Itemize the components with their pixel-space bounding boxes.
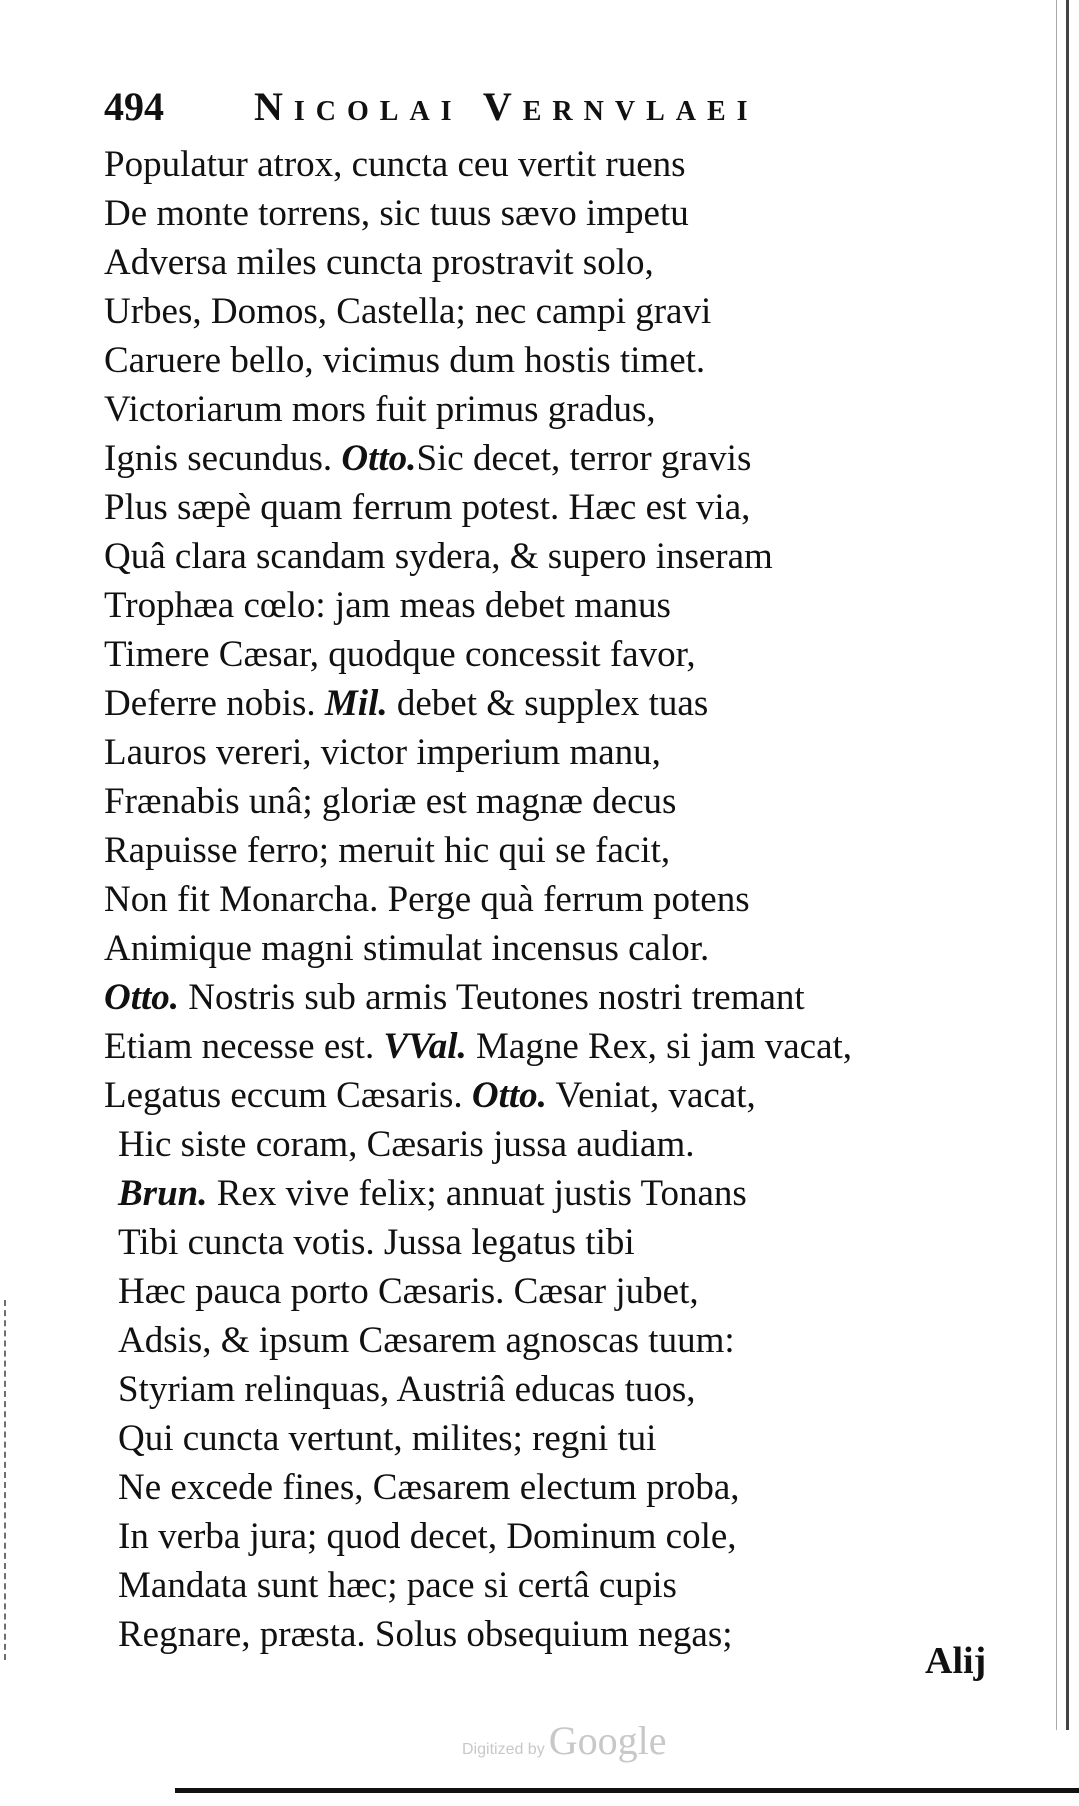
verse-line bbox=[104, 1120, 984, 1169]
verse-line bbox=[104, 924, 984, 973]
catchword: Alij bbox=[925, 1640, 987, 1682]
verse-line bbox=[104, 336, 984, 385]
verse-line bbox=[104, 581, 984, 630]
verse-line bbox=[104, 238, 984, 287]
line-text: Rapuisse ferro; meruit hic qui se facit, bbox=[104, 830, 671, 871]
gutter-edge bbox=[4, 1300, 10, 1660]
line-text: Plus sæpè quam ferrum potest. Hæc est via, bbox=[104, 487, 751, 528]
page-bottom-edge bbox=[175, 1788, 1079, 1793]
verse-line bbox=[104, 1071, 984, 1120]
line-text: Tibi cuncta votis. Jussa legatus tibi bbox=[118, 1222, 635, 1263]
page-edge-inner bbox=[1056, 0, 1057, 1730]
line-text: Nostris sub armis Teutones nostri tremant bbox=[179, 977, 805, 1018]
line-text: Magne Rex, si jam vacat, bbox=[466, 1026, 853, 1067]
watermark-prefix: Digitized by bbox=[462, 1741, 545, 1758]
verse-line bbox=[104, 287, 984, 336]
verse-line bbox=[104, 973, 984, 1022]
line-text: Adsis, & ipsum Cæsarem agnoscas tuum: bbox=[118, 1320, 735, 1361]
page-edge bbox=[1066, 0, 1069, 1730]
verse-line bbox=[104, 483, 984, 532]
verse-line bbox=[104, 1512, 984, 1561]
line-text: De monte torrens, sic tuus sævo impetu bbox=[104, 193, 689, 234]
line-text: Styriam relinquas, Austriâ educas tuos, bbox=[118, 1369, 696, 1410]
line-text: Frænabis unâ; gloriæ est magnæ decus bbox=[104, 781, 677, 822]
line-text: Legatus eccum Cæsaris. bbox=[104, 1075, 472, 1116]
verse-line bbox=[104, 1218, 984, 1267]
line-text: Qui cuncta vertunt, milites; regni tui bbox=[118, 1418, 657, 1459]
verse-line bbox=[104, 1365, 984, 1414]
line-text: Populatur atrox, cuncta ceu vertit ruens bbox=[104, 144, 686, 185]
verse-line bbox=[104, 826, 984, 875]
verse-line bbox=[104, 1561, 984, 1610]
line-text: Hic siste coram, Cæsaris jussa audiam. bbox=[118, 1124, 695, 1165]
verse-line bbox=[104, 140, 984, 189]
line-text: Animique magni stimulat incensus calor. bbox=[104, 928, 710, 969]
digitized-watermark bbox=[462, 1717, 712, 1767]
line-text: Sic decet, terror gravis bbox=[416, 438, 752, 479]
line-text: Etiam necesse est. bbox=[104, 1026, 384, 1067]
verse-line bbox=[104, 385, 984, 434]
speaker-label: Otto. bbox=[471, 1075, 547, 1116]
speaker-label: VVal. bbox=[383, 1026, 467, 1067]
line-text: Regnare, præsta. Solus obsequium negas; bbox=[118, 1614, 733, 1655]
speaker-label: Brun. bbox=[118, 1173, 208, 1214]
line-text: Adversa miles cuncta prostravit solo, bbox=[104, 242, 654, 283]
line-text: Lauros vereri, victor imperium manu, bbox=[104, 732, 661, 773]
line-text: Deferre nobis. bbox=[104, 683, 325, 724]
line-text: Mandata sunt hæc; pace si certâ cupis bbox=[118, 1565, 677, 1606]
page-number: 494 bbox=[104, 84, 164, 129]
line-text: Urbes, Domos, Castella; nec campi gravi bbox=[104, 291, 712, 332]
line-text: Ignis secundus. bbox=[104, 438, 342, 479]
verse-line bbox=[104, 189, 984, 238]
watermark-brand: Google bbox=[548, 1718, 667, 1763]
line-text: Rex vive felix; annuat justis Tonans bbox=[207, 1173, 747, 1214]
line-text: debet & supplex tuas bbox=[387, 683, 709, 724]
verse-line bbox=[104, 728, 984, 777]
page-header bbox=[104, 82, 904, 132]
line-text: Caruere bello, vicimus dum hostis timet. bbox=[104, 340, 706, 381]
line-text: In verba jura; quod decet, Dominum cole, bbox=[118, 1516, 737, 1557]
verse-line bbox=[104, 1267, 984, 1316]
line-text: Victoriarum mors fuit primus gradus, bbox=[104, 389, 656, 430]
verse-line bbox=[104, 1316, 984, 1365]
line-text: Non fit Monarcha. Perge quà ferrum potens bbox=[104, 879, 750, 920]
line-text: Veniat, vacat, bbox=[546, 1075, 756, 1116]
verse-line bbox=[104, 1610, 984, 1659]
verse-line bbox=[104, 532, 984, 581]
verse-line bbox=[104, 1169, 984, 1218]
line-text: Ne excede fines, Cæsarem electum proba, bbox=[118, 1467, 740, 1508]
speaker-label: Otto. bbox=[104, 977, 180, 1018]
speaker-label: Otto. bbox=[341, 438, 417, 479]
verse-line bbox=[104, 777, 984, 826]
line-text: Hæc pauca porto Cæsaris. Cæsar jubet, bbox=[118, 1271, 699, 1312]
line-text: Trophæa cœlo: jam meas debet manus bbox=[104, 585, 671, 626]
running-head: Nicolai Vernvlaei bbox=[254, 84, 759, 129]
verse-text bbox=[104, 140, 984, 1659]
verse-line bbox=[104, 875, 984, 924]
speaker-label: Mil. bbox=[324, 683, 388, 724]
line-text: Timere Cæsar, quodque concessit favor, bbox=[104, 634, 696, 675]
verse-line bbox=[104, 630, 984, 679]
verse-line bbox=[104, 434, 984, 483]
verse-line bbox=[104, 679, 984, 728]
verse-line bbox=[104, 1463, 984, 1512]
verse-line bbox=[104, 1414, 984, 1463]
verse-line bbox=[104, 1022, 984, 1071]
line-text: Quâ clara scandam sydera, & supero inseram bbox=[104, 536, 773, 577]
